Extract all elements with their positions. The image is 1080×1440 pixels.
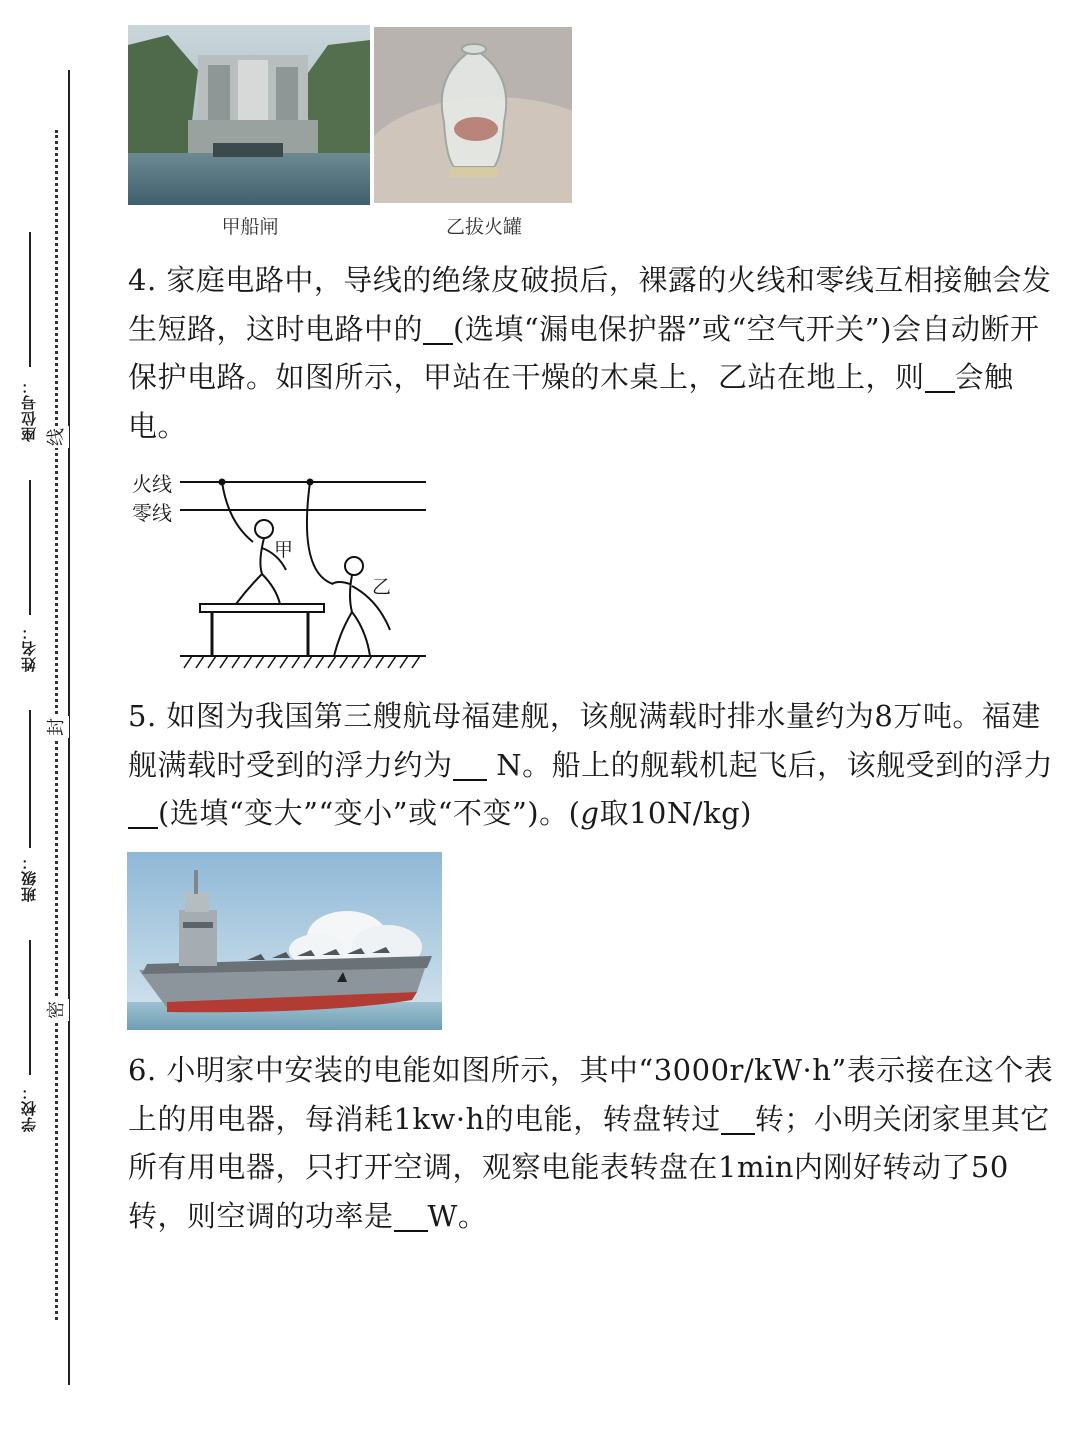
q4-text-3: 会触电。 — [128, 360, 1014, 443]
school-label: 学校： — [20, 1084, 38, 1132]
q5-blank-2[interactable] — [128, 798, 158, 829]
q6-text-2: 转；小明关闭家里其它所有用电器，只打开空调，观察电能表转盘在1min内刚好转动了50转，则空调的功率是 — [128, 1101, 1050, 1233]
q5-blank-1[interactable] — [453, 750, 487, 781]
q4-text-2: (选填“漏电保护器”或“空气开关”)会自动断开保护电路。如图所示，甲站在干燥的木桌上，乙站在地上，则 — [128, 311, 1040, 394]
q5-text-1: 5. 如图为我国第三艘航母福建舰，该舰满载时排水量约为8万吨。福建舰满载时受到的浮力约为 — [128, 699, 1041, 782]
class-label: 班级： — [20, 854, 38, 902]
name-label: 姓名： — [20, 624, 38, 672]
binding-margin — [0, 0, 90, 1440]
q5-g-symbol: g — [580, 796, 600, 830]
seal-char-feng: 封 — [46, 718, 67, 736]
q6-blank-1[interactable] — [721, 1104, 755, 1135]
q5-text-2: N。船上的舰载机起飞后，该舰受到的浮力 — [486, 747, 1054, 782]
q5-text-3: (选填“变大”“变小”或“不变”)。( — [158, 796, 581, 830]
question-4 — [128, 256, 1058, 450]
q4-blank-2[interactable] — [925, 362, 955, 393]
q6-blank-2[interactable] — [394, 1201, 428, 1232]
question-6 — [128, 1046, 1058, 1240]
aircraft-carrier-photo — [127, 852, 442, 1030]
ship-lock-photo — [128, 25, 370, 205]
cupping-jar-photo — [374, 27, 572, 203]
person-a-label: 甲 — [274, 539, 294, 561]
seal-char-mi: 密 — [46, 1001, 67, 1019]
ship-lock-caption: 甲船闸 — [221, 216, 279, 238]
circuit-diagram — [128, 462, 428, 672]
q4-text-1: 4. 家庭电路中，导线的绝缘皮破损后，裸露的火线和零线互相接触会发生短路，这时电路中的 — [128, 263, 1052, 346]
question-5 — [128, 692, 1058, 838]
q6-text-1: 6. 小明家中安装的电能如图所示，其中“3000r/kW·h”表示接在这个表上的用电器，每消耗1kw·h的电能，转盘转过 — [128, 1053, 1054, 1136]
cupping-caption: 乙拔火罐 — [445, 216, 522, 238]
live-wire-label: 火线 — [132, 472, 172, 496]
neutral-wire-label: 零线 — [132, 501, 172, 525]
q6-text-3: W。 — [427, 1198, 488, 1233]
seal-char-xian: 线 — [46, 428, 67, 446]
seat-number-label: 座位号： — [20, 378, 38, 442]
q5-text-4: 取10N/kg) — [599, 796, 752, 830]
person-b-label: 乙 — [372, 576, 392, 598]
q4-blank-1[interactable] — [423, 314, 453, 345]
